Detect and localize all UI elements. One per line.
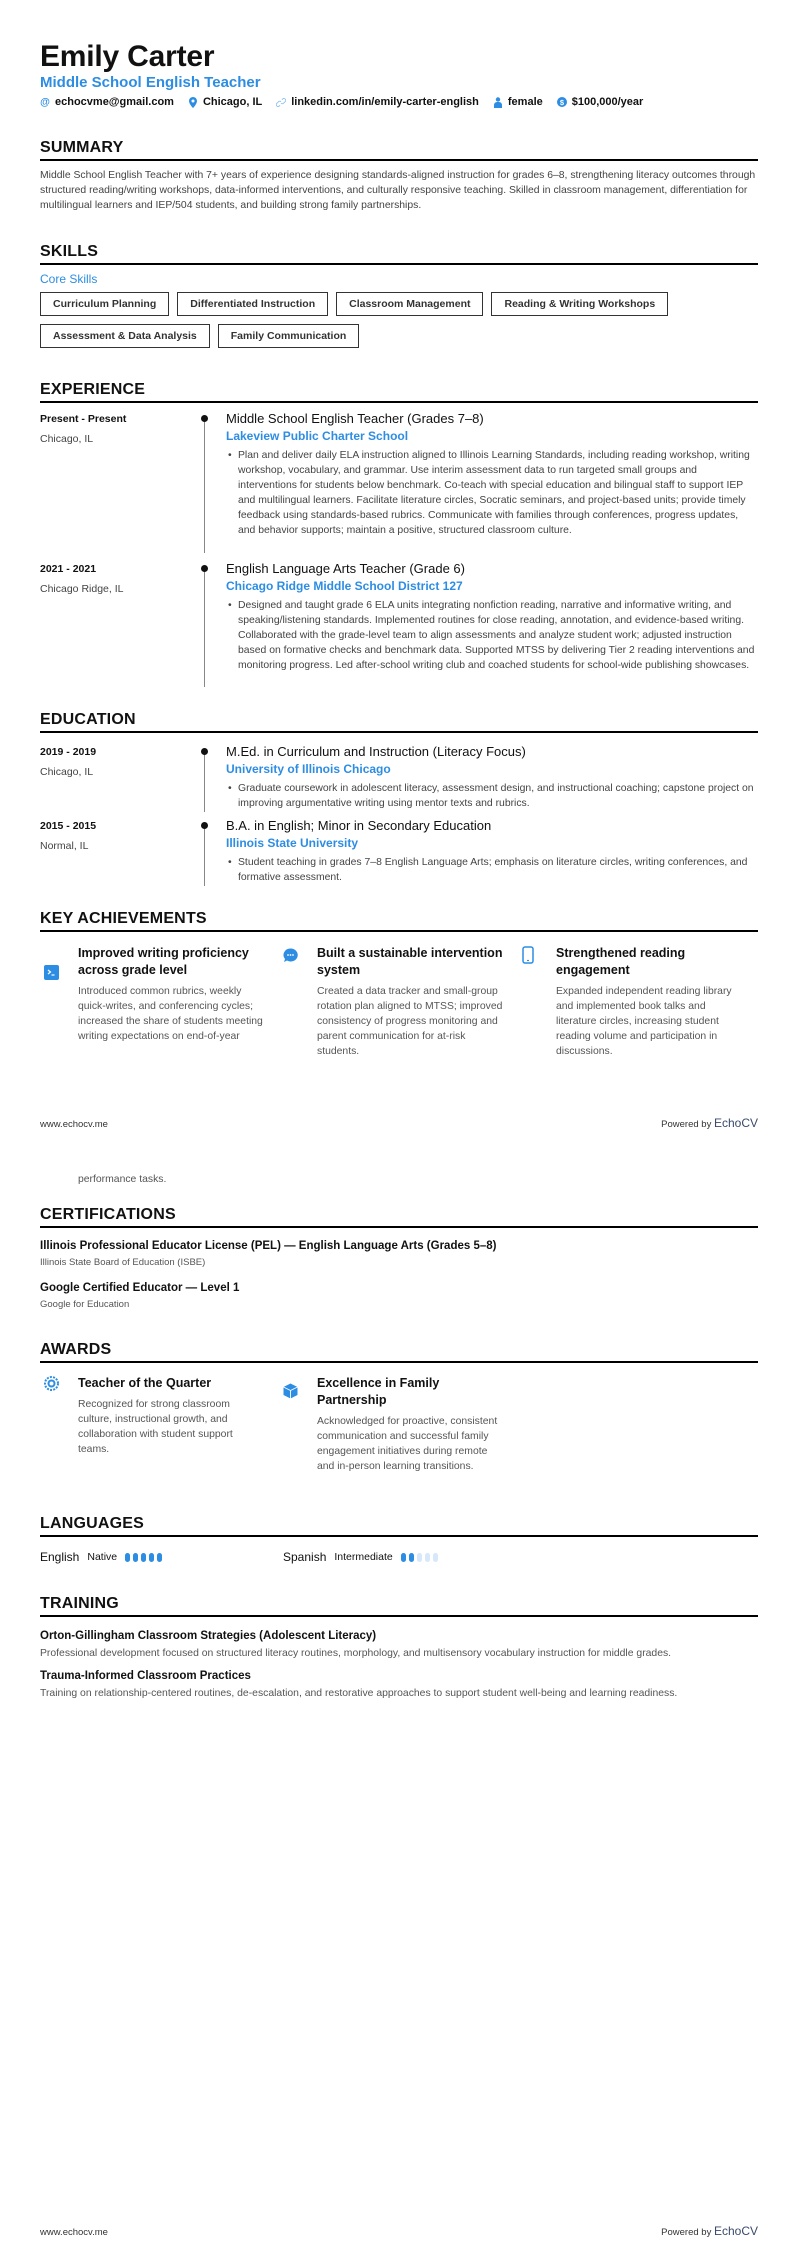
timeline-line: [204, 417, 205, 553]
education-school: University of Illinois Chicago: [226, 762, 391, 776]
education-location: Chicago, IL: [40, 766, 94, 778]
page-footer: [40, 2224, 758, 2238]
education-date: 2019 - 2019: [40, 746, 97, 758]
rating-dot-filled: [401, 1553, 406, 1562]
education-date: 2015 - 2015: [40, 820, 97, 832]
education-bullet: • Graduate coursework in adolescent literacy, assessment design, and instructional coaching; capstone project on improving argumentative writing using mentor texts and rubrics.: [226, 781, 758, 811]
skill-chip: Differentiated Instruction: [177, 292, 328, 316]
rating-dot-filled: [133, 1553, 138, 1562]
language-level: Intermediate: [334, 1551, 393, 1563]
education-degree: M.Ed. in Curriculum and Instruction (Literacy Focus): [226, 744, 526, 759]
rating-dot-filled: [409, 1553, 414, 1562]
footer-brand: EchoCV: [713, 2224, 758, 2238]
award-desc: Recognized for strong classroom culture, instructional growth, and collaboration with student support teams.: [78, 1399, 233, 1455]
achievement-card: [40, 945, 279, 1059]
language-name: English: [40, 1550, 80, 1564]
training-desc: Training on relationship-centered routines, de-escalation, and restorative approaches to support student well-being and learning readiness.: [40, 1688, 678, 1699]
award-card: [279, 1375, 518, 1474]
achievement-title: Improved writing proficiency across grade level: [78, 946, 249, 977]
awards-heading: AWARDS: [40, 1341, 758, 1363]
experience-location: Chicago Ridge, IL: [40, 583, 124, 595]
achievement-title: Built a sustainable intervention system: [317, 946, 503, 977]
timeline-dot: [201, 415, 208, 422]
timeline-dot: [201, 565, 208, 572]
languages-list: [40, 1550, 758, 1564]
skills-list: [40, 292, 758, 348]
language-item: [283, 1550, 526, 1564]
education-entry: [40, 820, 758, 890]
achievement-desc: Expanded independent reading library and implemented book talks and literature circles, increasing student reading volume and participation in discussions.: [556, 986, 732, 1057]
skill-chip: Classroom Management: [336, 292, 483, 316]
language-level: Native: [87, 1551, 118, 1563]
contact-email[interactable]: [40, 96, 174, 108]
skills-group-label: Core Skills: [40, 272, 98, 286]
language-item: [40, 1550, 283, 1564]
terminal-icon: [44, 965, 60, 981]
experience-role: English Language Arts Teacher (Grade 6): [226, 561, 465, 576]
skill-chip: Family Communication: [218, 324, 360, 348]
experience-heading: EXPERIENCE: [40, 381, 758, 403]
certification-item: [40, 1282, 758, 1310]
contact-salary-value: $100,000/year: [571, 96, 644, 108]
rating-dot-empty: [425, 1553, 430, 1562]
achievements-heading: KEY ACHIEVEMENTS: [40, 910, 758, 932]
skill-chip: Reading & Writing Workshops: [491, 292, 668, 316]
contact-location: [188, 96, 262, 108]
footer-powered-by: [661, 2224, 758, 2238]
contact-linkedin-value: linkedin.com/in/emily-carter-english: [291, 96, 479, 108]
contact-linkedin[interactable]: [276, 96, 479, 108]
skills-heading: SKILLS: [40, 243, 758, 265]
candidate-name: Emily Carter: [40, 40, 215, 73]
experience-bullet: • Plan and deliver daily ELA instruction aligned to Illinois Learning Standards, including reading workshop, writing workshop, vocabulary, and grammar. Use interim assessment data to run targeted small groups and interventions for students below benchmark. Co-teach with special education and bilingual staff to support IEP and multilingual learners. Facilitate literature circles, Socratic seminars, and project-based units; provide timely feedback using standards-based rubrics. Communicate with families through conferences, progress updates, and behavior supports; maintain a positive, structured classroom culture.: [226, 448, 758, 538]
contact-email-value: echocvme@gmail.com: [55, 96, 174, 108]
map-pin-icon: [188, 97, 198, 108]
contact-bar: [40, 96, 643, 108]
experience-role: Middle School English Teacher (Grades 7–8): [226, 411, 484, 426]
achievements-list: [40, 945, 758, 1059]
experience-bullet: • Designed and taught grade 6 ELA units integrating nonfiction reading, narrative and informative writing, and speaking/listening standards. Implemented routines for close reading, annotation, and evidence-based writing. Collaborated with the grade-level team to align assessments and analyze student work; adjusted instruction based on formative checks and benchmark data. Supported MTSS by delivering Tier 2 reading interventions and monitoring progress. Led after-school writing club and coached students for school-wide publishing showcases.: [226, 598, 758, 673]
footer-site-link[interactable]: www.echocv.me: [40, 2227, 108, 2238]
contact-gender-value: female: [507, 96, 543, 108]
link-icon: [276, 97, 286, 108]
certification-issuer: Google for Education: [40, 1299, 130, 1310]
footer-powered-label: Powered by: [661, 1119, 712, 1130]
training-item: [40, 1670, 758, 1701]
cube-icon: [283, 1383, 299, 1399]
contact-location-value: Chicago, IL: [202, 96, 263, 108]
award-title: Teacher of the Quarter: [78, 1376, 212, 1390]
timeline-dot: [201, 748, 208, 755]
training-title: Orton-Gillingham Classroom Strategies (Adolescent Literacy): [40, 1630, 377, 1642]
certification-title: Illinois Professional Educator License (PEL) — English Language Arts (Grades 5–8): [40, 1240, 497, 1252]
experience-entry: [40, 413, 758, 553]
person-icon: [493, 97, 503, 108]
summary-heading: SUMMARY: [40, 139, 758, 161]
education-degree: B.A. in English; Minor in Secondary Education: [226, 818, 492, 833]
certification-title: Google Certified Educator — Level 1: [40, 1282, 240, 1294]
summary-text: Middle School English Teacher with 7+ years of experience designing standards-aligned instruction for grades 6–8, strengthening literacy outcomes through structured reading/writing workshops, data-informed interventions, and culturally responsive teaching. Skilled in classroom management, differentiation for multilingual learners and IEP/504 students, and building strong family partnerships.: [40, 170, 756, 211]
certification-issuer: Illinois State Board of Education (ISBE): [40, 1257, 206, 1268]
rating-dot-empty: [433, 1553, 438, 1562]
footer-powered-label: Powered by: [661, 2227, 712, 2238]
page-footer: [40, 1116, 758, 1130]
footer-powered-by: [661, 1116, 758, 1130]
gear-icon: [44, 1376, 60, 1392]
footer-brand: EchoCV: [713, 1116, 758, 1130]
education-school: Illinois State University: [226, 836, 359, 850]
footer-site-link[interactable]: www.echocv.me: [40, 1119, 108, 1130]
timeline-line: [204, 750, 205, 812]
certifications-heading: CERTIFICATIONS: [40, 1206, 758, 1228]
chat-bubble-icon: [283, 948, 299, 964]
timeline-dot: [201, 822, 208, 829]
rating-dot-filled: [125, 1553, 130, 1562]
timeline-line: [204, 824, 205, 886]
experience-entry: [40, 563, 758, 693]
rating-dot-filled: [141, 1553, 146, 1562]
timeline-line: [204, 567, 205, 687]
education-heading: EDUCATION: [40, 711, 758, 733]
education-entry: [40, 746, 758, 816]
contact-salary: [557, 96, 644, 108]
smartphone-icon: [522, 946, 538, 962]
rating-dot-empty: [417, 1553, 422, 1562]
dollar-icon: [557, 97, 567, 107]
training-heading: TRAINING: [40, 1595, 758, 1617]
svg-text:$: $: [559, 97, 564, 107]
skill-chip: Assessment & Data Analysis: [40, 324, 210, 348]
certification-item: [40, 1240, 758, 1268]
achievement-card: [279, 945, 518, 1059]
experience-date: Present - Present: [40, 413, 127, 425]
achievement-desc: Created a data tracker and small-group rotation plan aligned to MTSS; improved consistency of progress monitoring and parent communication for at-risk students.: [317, 986, 503, 1057]
education-bullet: • Student teaching in grades 7–8 English Language Arts; emphasis on literature circles, writing conferences, and formative assessment.: [226, 855, 758, 885]
rating-dot-filled: [149, 1553, 154, 1562]
achievement-desc: Introduced common rubrics, weekly quick-writes, and conferencing cycles; increased the share of students meeting writing expectations on end-of-year: [78, 986, 263, 1042]
training-item: [40, 1630, 758, 1661]
rating-dot-filled: [157, 1553, 162, 1562]
language-name: Spanish: [283, 1550, 327, 1564]
education-location: Normal, IL: [40, 840, 89, 852]
experience-location: Chicago, IL: [40, 433, 94, 445]
training-title: Trauma-Informed Classroom Practices: [40, 1670, 251, 1682]
awards-list: [40, 1375, 758, 1474]
language-rating: [401, 1553, 438, 1562]
experience-date: 2021 - 2021: [40, 563, 97, 575]
contact-gender: [493, 96, 543, 108]
award-card: [40, 1375, 279, 1474]
award-desc: Acknowledged for proactive, consistent communication and successful family engagement initiatives during remote and in-person learning transitions.: [317, 1416, 498, 1472]
experience-org: Chicago Ridge Middle School District 127: [226, 579, 463, 593]
achievement-desc-continued: performance tasks.: [78, 1174, 167, 1185]
skill-chip: Curriculum Planning: [40, 292, 169, 316]
language-rating: [125, 1553, 162, 1562]
at-icon: @: [40, 96, 50, 108]
achievement-title: Strengthened reading engagement: [556, 946, 686, 977]
training-desc: Professional development focused on structured literacy routines, morphology, and multisensory vocabulary instruction for middle grades.: [40, 1648, 672, 1659]
languages-heading: LANGUAGES: [40, 1515, 758, 1537]
candidate-title: Middle School English Teacher: [40, 74, 261, 91]
achievement-card: [518, 945, 757, 1059]
award-title: Excellence in Family Partnership: [317, 1376, 440, 1407]
experience-org: Lakeview Public Charter School: [226, 429, 409, 443]
